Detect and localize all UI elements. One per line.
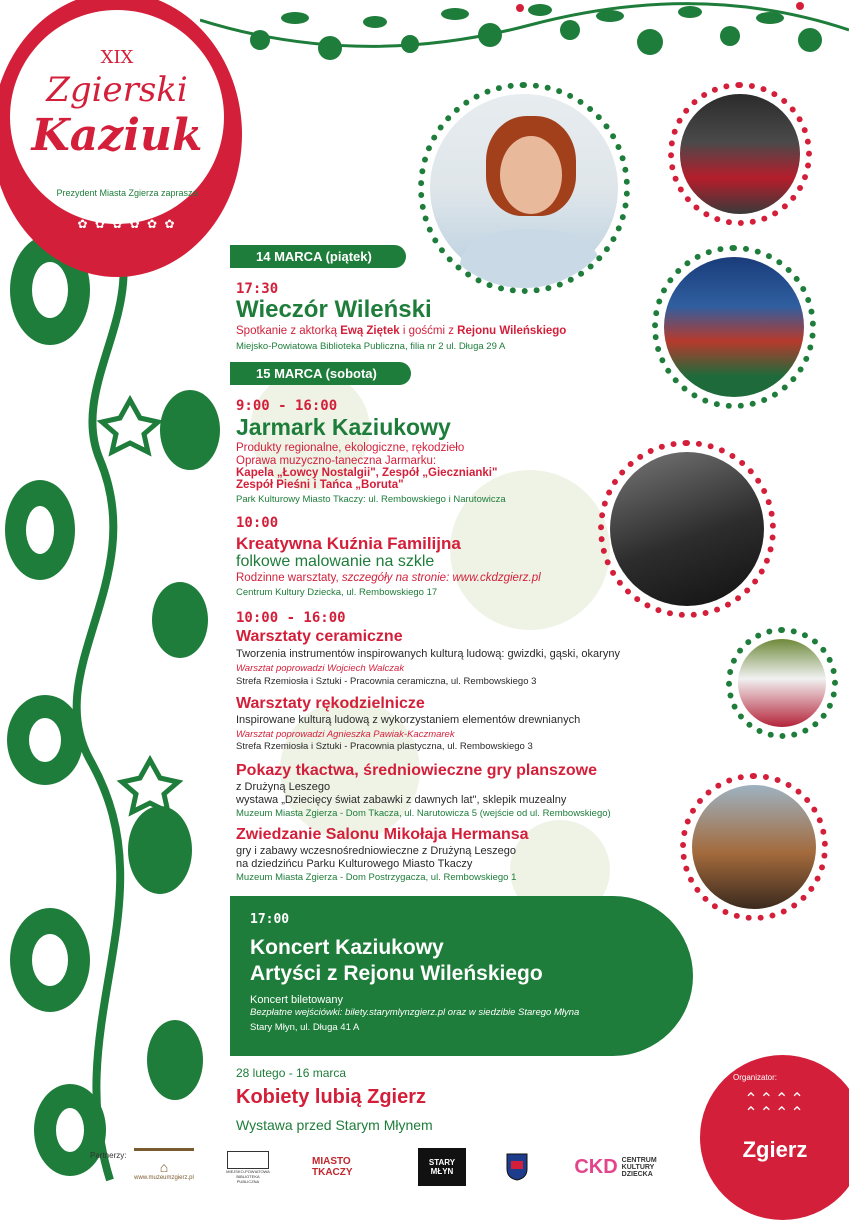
exhibit-title: Kobiety lubią Zgierz (236, 1086, 427, 1108)
koncert-panel (230, 896, 693, 1056)
jarmark-venue: Park Kulturowy Miasto Tkaczy: ul. Rembowskiego i Narutowicza (236, 494, 506, 505)
koncert-time: 17:00 (250, 912, 290, 927)
day1-event-time: 17:30 (236, 281, 279, 297)
photo-folk-band-stage (668, 82, 812, 226)
badge-name-line1: Zgierski (46, 70, 188, 110)
partner-logo-biblioteka: MIEJSKO-POWIATOWA BIBLIOTEKA PUBLICZNA (225, 1148, 271, 1186)
salon-venue: Muzeum Miasta Zgierza - Dom Postrzygacza, ul. Rembowskiego 1 (236, 872, 517, 883)
salon-line1: gry i zabawy wczesnośredniowieczne z Drużyną Leszego (236, 845, 517, 857)
badge-name-line2: Kaziuk (31, 110, 203, 161)
photo-musicians-bw (598, 440, 776, 618)
ceramika-lead: Warsztat poprowadzi Wojciech Walczak (236, 663, 405, 674)
kuznia-subtitle: folkowe malowanie na szkle (236, 553, 435, 570)
exhibit-dates: 28 lutego - 16 marca (236, 1066, 347, 1080)
tkactwo-line1: z Drużyną Leszego (236, 781, 331, 793)
ceramika-title: Warsztaty ceramiczne (236, 628, 403, 645)
jarmark-line3: Kapela „Łowcy Nostalgii", Zespół „Giecznianki" (236, 467, 498, 479)
partner-logo-ckd: CKD CENTRUM KULTURY DZIECKA (574, 1155, 657, 1178)
partners-label: Partnerzy: (90, 1151, 127, 1160)
day1-event-venue: Miejsko-Powiatowa Biblioteka Publiczna, filia nr 2 ul. Długa 29 A (236, 341, 506, 352)
tkactwo-title: Pokazy tkactwa, średniowieczne gry planszowe (236, 762, 598, 779)
kuznia-line: Rodzinne warsztaty, szczegóły na stronie: www.ckdzgierz.pl (236, 572, 541, 584)
ceramika-venue: Strefa Rzemiosła i Sztuki - Pracownia ceramiczna, ul. Rembowskiego 3 (236, 676, 537, 687)
guest-name: Ewą Ziętek (340, 325, 400, 337)
partner-logo-stary-mlyn: STARY MŁYN (418, 1148, 466, 1186)
salon-title: Zwiedzanie Salonu Mikołaja Hermansa (236, 826, 529, 843)
organizer-badge (700, 1055, 849, 1220)
kuznia-time: 10:00 (236, 515, 279, 531)
coat-of-arms-icon (506, 1153, 528, 1181)
koncert-title2: Artyści z Rejonu Wileńskiego (250, 962, 543, 985)
partner-logo-coat-of-arms (505, 1148, 529, 1186)
kuznia-title: Kreatywna Kuźnia Familijna (236, 534, 461, 553)
koncert-title1: Koncert Kaziukowy (250, 936, 444, 959)
day1-event-desc: Spotkanie z aktorką Ewą Ziętek i gośćmi z Rejonu Wileńskiego (236, 325, 567, 337)
photo-women-folk-costumes (726, 627, 838, 739)
koncert-line1: Koncert biletowany (250, 994, 343, 1006)
badge-edition: XIX (100, 47, 134, 68)
rekodzielo-lead: Warsztat poprowadzi Agnieszka Pawiak-Kaczmarek (236, 729, 455, 740)
folk-pattern-top (200, 0, 849, 70)
kuznia-venue: Centrum Kultury Dziecka, ul. Rembowskiego 17 (236, 587, 438, 598)
photo-ewa-zietek (418, 82, 630, 294)
photo-drummer-couple (680, 773, 828, 921)
koncert-venue: Stary Młyn, ul. Długa 41 A (250, 1022, 360, 1033)
jarmark-line1: Produkty regionalne, ekologiczne, rękodzieło (236, 442, 465, 454)
zgierz-logo-mark: ⌃⌃⌃⌃ ⌃⌃⌃⌃ (744, 1091, 806, 1122)
partner-logo-miasto-tkaczy: MIASTO TKACZY (312, 1156, 353, 1178)
badge-invite: Prezydent Miasta Zgierza zaprasza (56, 188, 198, 198)
exhibit-subtitle: Wystawa przed Starym Młynem (236, 1117, 433, 1133)
jarmark-title: Jarmark Kaziukowy (236, 414, 451, 440)
tkactwo-line2: wystawa „Dziecięcy świat zabawki z dawnych lat", sklepik muzealny (236, 794, 567, 806)
jarmark-time: 9:00 - 16:00 (236, 398, 338, 414)
organizer-label: Organizator: (732, 1073, 778, 1082)
rekodzielo-title: Warsztaty rękodzielnicze (236, 695, 425, 712)
jarmark-line4: Zespół Pieśni i Tańca „Boruta" (236, 479, 404, 491)
ceramika-time: 10:00 - 16:00 (236, 610, 346, 626)
day1-date-pill: 14 MARCA (piątek) (230, 245, 406, 268)
folk-pattern-left-vine (0, 200, 230, 1200)
tkactwo-venue: Muzeum Miasta Zgierza - Dom Tkacza, ul. Narutowicza 5 (wejście od ul. Rembowskiego) (236, 808, 611, 819)
guest-region: Rejonu Wileńskiego (457, 325, 567, 337)
organizer-name: Zgierz (742, 1137, 808, 1162)
salon-line2: na dziedzińcu Parku Kulturowego Miasto Tkaczy (236, 858, 473, 870)
koncert-line2: Bezpłatne wejściówki: bilety.starymlynzgierz.pl oraz w siedzibie Starego Młyna (250, 1007, 580, 1018)
partner-logo-muzeum: ⌂ www.muzeumzgierz.pl (134, 1148, 194, 1189)
rekodzielo-line1: Inspirowane kulturą ludową z wykorzystaniem elementów drewnianych (236, 714, 581, 726)
day2-date-pill: 15 MARCA (sobota) (230, 362, 411, 385)
jarmark-line2: Oprawa muzyczno-taneczna Jarmarku: (236, 455, 437, 467)
ceramika-line1: Tworzenia instrumentów inspirowanych kulturą ludową: gwizdki, gąski, okaryny (236, 648, 620, 660)
day1-event-title: Wieczór Wileński (236, 296, 432, 323)
rekodzielo-venue: Strefa Rzemiosła i Sztuki - Pracownia plastyczna, ul. Rembowskiego 3 (236, 741, 533, 752)
kuznia-website-link[interactable]: szczegóły na stronie: www.ckdzgierz.pl (341, 572, 541, 584)
photo-dancers-green (652, 245, 816, 409)
badge-flower-border: ✿ ✿ ✿ ✿ ✿ ✿ (77, 217, 177, 231)
